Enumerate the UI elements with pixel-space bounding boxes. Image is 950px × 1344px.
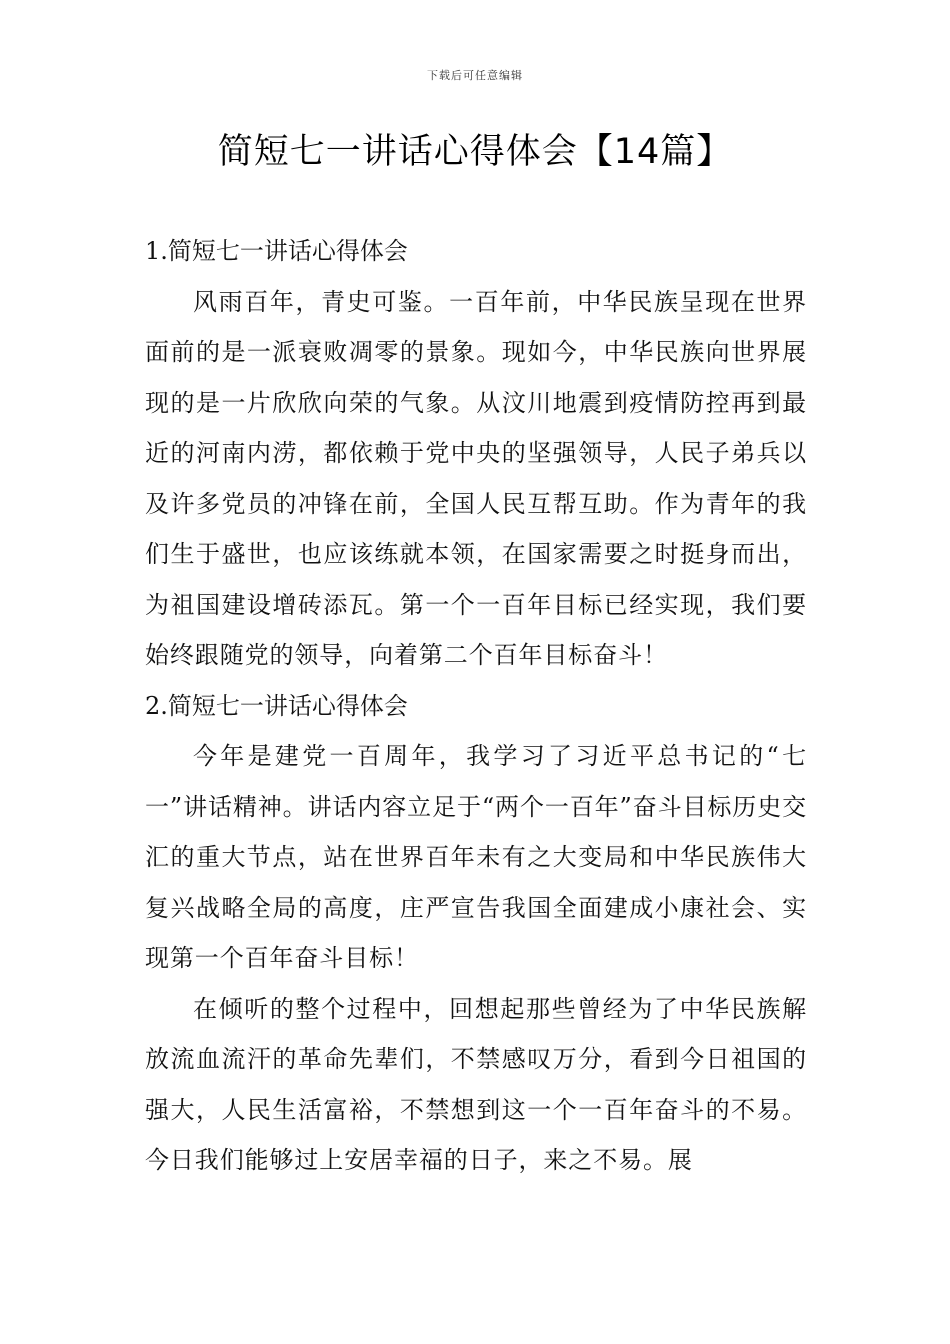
document-body bbox=[145, 226, 807, 1186]
page-title: 简短七一讲话心得体会【14篇】 bbox=[217, 132, 733, 172]
paragraph: 在倾听的整个过程中，回想起那些曾经为了中华民族解放流血流汗的革命先辈们，不禁感叹万分，看到今日祖国的强大，人民生活富裕，不禁想到这一个一百年奋斗的不易。今日我们能够过上安居幸福的日子，来之不易。展 bbox=[145, 994, 807, 1174]
section-heading: 1.简短七一讲话心得体会 bbox=[145, 237, 408, 265]
paragraph: 今年是建党一百周年，我学习了习近平总书记的“七一”讲话精神。讲话内容立足于“两个一百年”奋斗目标历史交汇的重大节点，站在世界百年未有之大变局和中华民族伟大复兴战略全局的高度，庄严宣告我国全面建成小康社会、实现第一个百年奋斗目标！ bbox=[145, 742, 808, 972]
header-note: 下载后可任意编辑 bbox=[427, 69, 523, 82]
paragraph: 风雨百年，青史可鉴。一百年前，中华民族呈现在世界面前的是一派衰败凋零的景象。现如今，中华民族向世界展现的是一片欣欣向荣的气象。从汶川地震到疫情防控再到最近的河南内涝，都依赖于党中央的坚强领导，人民子弟兵以及许多党员的冲锋在前，全国人民互帮互助。作为青年的我们生于盛世，也应该练就本领，在国家需要之时挺身而出，为祖国建设增砖添瓦。第一个一百年目标已经实现，我们要始终跟随党的领导，向着第二个百年目标奋斗！ bbox=[145, 287, 807, 669]
section-heading: 2.简短七一讲话心得体会 bbox=[145, 691, 408, 720]
